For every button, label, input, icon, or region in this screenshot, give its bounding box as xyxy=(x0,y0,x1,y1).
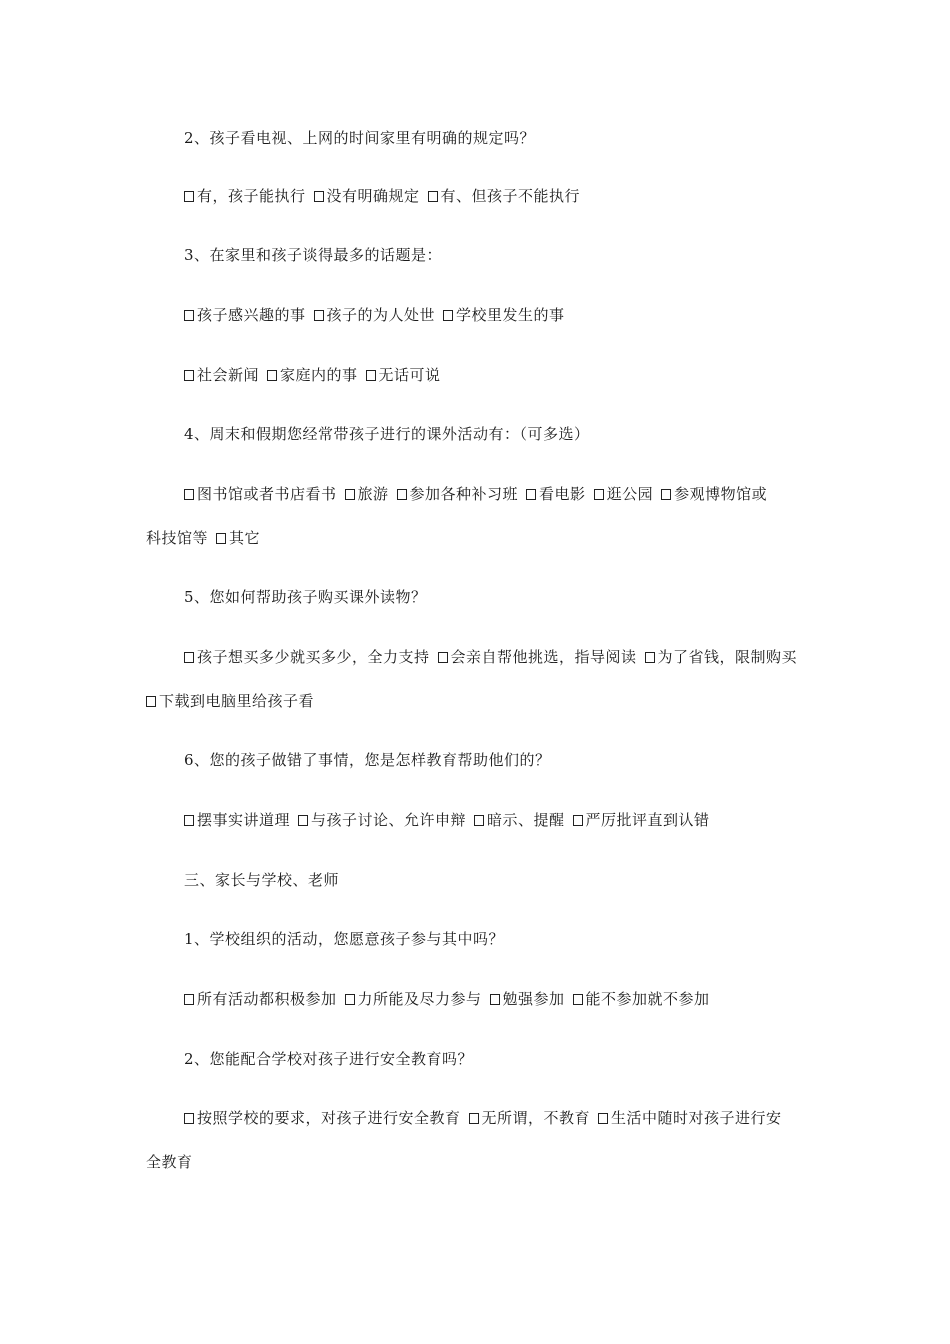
options-mistakes xyxy=(184,810,710,830)
checkbox-icon[interactable] xyxy=(598,1113,608,1124)
checkbox-icon[interactable] xyxy=(267,370,277,381)
option-item[interactable]: 下载到电脑里给孩子看 xyxy=(146,692,314,710)
options-safety-row2: 全教育 xyxy=(146,1153,193,1171)
checkbox-icon[interactable] xyxy=(428,191,438,202)
options-books-row2 xyxy=(146,691,314,711)
option-item[interactable]: 参观博物馆或 xyxy=(661,485,767,503)
option-item[interactable]: 旅游 xyxy=(345,485,389,503)
option-item[interactable]: 有、但孩子不能执行 xyxy=(428,187,581,205)
option-item[interactable]: 参加各种补习班 xyxy=(397,485,519,503)
option-item[interactable]: 逛公园 xyxy=(594,485,654,503)
option-item[interactable]: 摆事实讲道理 xyxy=(184,811,290,829)
checkbox-icon[interactable] xyxy=(314,310,324,321)
checkbox-icon[interactable] xyxy=(146,696,156,707)
option-item[interactable]: 能不参加就不参加 xyxy=(573,990,710,1008)
checkbox-icon[interactable] xyxy=(184,191,194,202)
option-item[interactable]: 与孩子讨论、允许申辩 xyxy=(298,811,466,829)
checkbox-icon[interactable] xyxy=(184,310,194,321)
options-activities-row1 xyxy=(184,484,767,504)
checkbox-icon[interactable] xyxy=(366,370,376,381)
checkbox-icon[interactable] xyxy=(469,1113,479,1124)
options-activities-row2 xyxy=(146,528,260,548)
checkbox-icon[interactable] xyxy=(645,652,655,663)
checkbox-icon[interactable] xyxy=(314,191,324,202)
option-item[interactable]: 按照学校的要求，对孩子进行安全教育 xyxy=(184,1109,461,1127)
option-item[interactable]: 无话可说 xyxy=(366,366,441,384)
option-item[interactable]: 勉强参加 xyxy=(490,990,565,1008)
option-item[interactable]: 家庭内的事 xyxy=(267,366,358,384)
checkbox-icon[interactable] xyxy=(397,489,407,500)
question-school-activities: 1、学校组织的活动，您愿意孩子参与其中吗？ xyxy=(184,930,505,948)
question-activities: 4、周末和假期您经常带孩子进行的课外活动有：（可多选） xyxy=(184,425,590,443)
option-item[interactable]: 其它 xyxy=(216,529,260,547)
question-topics: 3、在家里和孩子谈得最多的话题是： xyxy=(184,246,443,264)
checkbox-icon[interactable] xyxy=(594,489,604,500)
checkbox-icon[interactable] xyxy=(474,815,484,826)
option-item[interactable]: 学校里发生的事 xyxy=(443,306,565,324)
option-item[interactable]: 会亲自帮他挑选，指导阅读 xyxy=(438,648,637,666)
options-topics-row1 xyxy=(184,305,565,325)
checkbox-icon[interactable] xyxy=(216,533,226,544)
option-item[interactable]: 严厉批评直到认错 xyxy=(573,811,710,829)
options-safety-row1 xyxy=(184,1108,782,1128)
option-item[interactable]: 看电影 xyxy=(526,485,586,503)
option-item[interactable]: 无所谓，不教育 xyxy=(469,1109,591,1127)
checkbox-icon[interactable] xyxy=(661,489,671,500)
checkbox-icon[interactable] xyxy=(184,652,194,663)
checkbox-icon[interactable] xyxy=(184,815,194,826)
option-item[interactable]: 力所能及尽力参与 xyxy=(345,990,482,1008)
options-topics-row2 xyxy=(184,365,441,385)
option-item[interactable]: 社会新闻 xyxy=(184,366,259,384)
question-tv-rules: 2、孩子看电视、上网的时间家里有明确的规定吗？ xyxy=(184,129,536,147)
checkbox-icon[interactable] xyxy=(298,815,308,826)
checkbox-icon[interactable] xyxy=(184,1113,194,1124)
options-school-activities xyxy=(184,989,710,1009)
checkbox-icon[interactable] xyxy=(573,994,583,1005)
option-item[interactable]: 为了省钱，限制购买 xyxy=(645,648,798,666)
question-safety: 2、您能配合学校对孩子进行安全教育吗？ xyxy=(184,1050,474,1068)
section-heading: 三、家长与学校、老师 xyxy=(184,871,340,889)
checkbox-icon[interactable] xyxy=(438,652,448,663)
options-tv-rules xyxy=(184,186,580,206)
option-item[interactable]: 孩子的为人处世 xyxy=(314,306,436,324)
checkbox-icon[interactable] xyxy=(345,994,355,1005)
checkbox-icon[interactable] xyxy=(490,994,500,1005)
option-item[interactable]: 孩子想买多少就买多少，全力支持 xyxy=(184,648,430,666)
checkbox-icon[interactable] xyxy=(345,489,355,500)
checkbox-icon[interactable] xyxy=(443,310,453,321)
checkbox-icon[interactable] xyxy=(573,815,583,826)
option-item[interactable]: 孩子感兴趣的事 xyxy=(184,306,306,324)
option-item[interactable]: 没有明确规定 xyxy=(314,187,420,205)
option-item[interactable]: 暗示、提醒 xyxy=(474,811,565,829)
option-item[interactable]: 所有活动都积极参加 xyxy=(184,990,337,1008)
options-books-row1 xyxy=(184,647,797,667)
question-mistakes: 6、您的孩子做错了事情，您是怎样教育帮助他们的？ xyxy=(184,751,551,769)
checkbox-icon[interactable] xyxy=(184,994,194,1005)
checkbox-icon[interactable] xyxy=(184,489,194,500)
question-books: 5、您如何帮助孩子购买课外读物？ xyxy=(184,588,427,606)
checkbox-icon[interactable] xyxy=(526,489,536,500)
option-continuation: 科技馆等 xyxy=(146,529,209,547)
option-item[interactable]: 图书馆或者书店看书 xyxy=(184,485,337,503)
checkbox-icon[interactable] xyxy=(184,370,194,381)
option-item[interactable]: 生活中随时对孩子进行安 xyxy=(598,1109,782,1127)
option-item[interactable]: 有，孩子能执行 xyxy=(184,187,306,205)
